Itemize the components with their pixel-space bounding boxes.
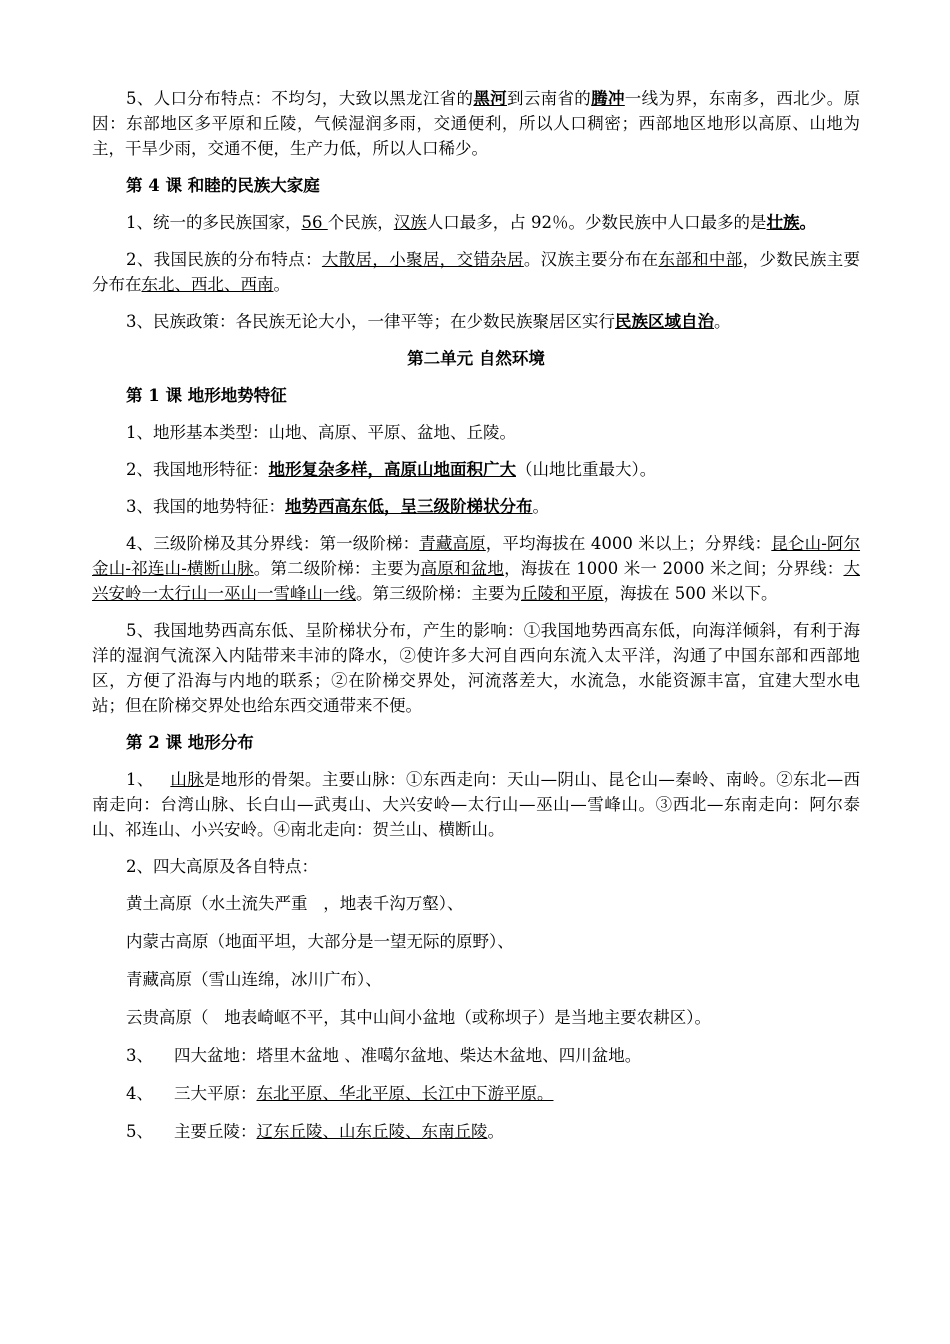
- paragraph-plains: [92, 1081, 860, 1106]
- lesson-2-heading: 第 2 课 地形分布: [126, 733, 254, 752]
- unit-2-heading: 第二单元 自然环境: [407, 349, 545, 368]
- plateau-inner-mongolia: 内蒙古高原（地面平坦，大部分是一望无际的原野）、: [126, 932, 514, 951]
- lesson-1-heading: 第 1 课 地形地势特征: [126, 386, 287, 405]
- text: 是地形的骨架。主要山脉：①东西走向：天山—阴山、昆仑山—秦岭、南岭。②东北—西南走向：台湾山脉、长白山—武夷山、大兴安岭—太行山—巫山—雪峰山。③西北—东南走向：阿尔泰山、祁连山、小兴安岭。④南北走向：贺兰山、横断山。: [92, 770, 860, 839]
- text: 。: [273, 275, 290, 294]
- keyword-qinghai-tibet: 青藏高原: [419, 534, 486, 553]
- text: （山地比重最大）。: [516, 460, 657, 479]
- keyword-east-central: 东部和中部: [658, 250, 743, 269]
- text: 。第二级阶梯：主要为: [253, 559, 421, 578]
- text: 。汉族主要分布在: [523, 250, 659, 269]
- keyword-han: 汉族: [393, 213, 427, 232]
- keyword-regions: 东北、西北、西南: [141, 275, 274, 294]
- text: 一线为界，东南多，西北少。原因：东部地区多平原和丘陵，气候湿润多雨，交通便利，所以人口稠密；西部地区地形以高原、山地为主，干旱少雨，交通不便，生产力低，所以人口稀少。: [92, 89, 861, 158]
- text: ，海拔在 500 米以下。: [603, 584, 778, 603]
- text: 2、我国民族的分布特点：: [126, 250, 322, 269]
- paragraph-ethnic-distribution: [92, 247, 860, 297]
- keyword-zhuang: 壮族: [766, 213, 800, 232]
- paragraph-plateaus-intro: 2、四大高原及各自特点：: [126, 857, 318, 876]
- text: 。: [532, 497, 549, 516]
- text: 4、 三大平原：: [126, 1084, 257, 1103]
- paragraph-mountains: [92, 767, 860, 842]
- paragraph-terrain-types: 1、地形基本类型：山地、高原、平原、盆地、丘陵。: [126, 423, 516, 442]
- paragraph-ethnic-groups: [92, 210, 860, 235]
- paragraph-basins: 3、 四大盆地：塔里木盆地 、准噶尔盆地、柴达木盆地、四川盆地。: [126, 1046, 642, 1065]
- text: 。第三级阶梯：主要为: [356, 584, 521, 603]
- keyword-plains: 东北平原、华北平原、长江中下游平原。: [256, 1084, 554, 1103]
- text: 到云南省的: [507, 89, 592, 108]
- keyword-tengchong: 腾冲: [591, 89, 625, 108]
- text: 个民族，: [327, 213, 394, 232]
- text: 人口最多，占 92％。少数民族中人口最多的是: [426, 213, 767, 232]
- text: 5、 主要丘陵：: [126, 1122, 257, 1141]
- keyword-boundary-1: 昆仑山-阿尔金山-祁连山-横断山脉: [92, 534, 861, 578]
- paragraph-terrain-features: [92, 457, 860, 482]
- paragraph-population-distribution: [92, 86, 860, 161]
- keyword-56: 56: [301, 213, 328, 232]
- document-page: [92, 86, 860, 1157]
- text: 5、人口分布特点：不均匀，大致以黑龙江省的: [126, 89, 474, 108]
- plateau-loess: 黄土高原（水土流失严重 ，地表千沟万壑）、: [126, 894, 464, 913]
- text: 。: [799, 213, 816, 232]
- text: 。: [714, 312, 731, 331]
- text: 2、我国地形特征：: [126, 460, 269, 479]
- keyword-heihe: 黑河: [473, 89, 507, 108]
- plateau-yunnan-guizhou: 云贵高原（ 地表崎岖不平，其中山间小盆地（或称坝子）是当地主要农耕区）。: [126, 1008, 711, 1027]
- text: ，少数民族主要分布在: [92, 250, 861, 294]
- paragraph-elevation-impact: 5、我国地势西高东低、呈阶梯状分布，产生的影响：①我国地势西高东低，向海洋倾斜，有利于海洋的湿润气流深入内陆带来丰沛的降水，②使许多大河自西向东流入太平洋，沟通了中国东部和西部地区，方便了沿海与内地的联系；②在阶梯交界处，河流落差大，水流急，水能资源丰富，宜建大型水电站；但在阶梯交界处也给东西交通带来不便。: [92, 621, 860, 715]
- text: 3、我国的地势特征：: [126, 497, 285, 516]
- paragraph-elevation-features: [92, 494, 860, 519]
- text: ，平均海拔在 4000 米以上；分界线：: [485, 534, 772, 553]
- text: 3、民族政策：各民族无论大小，一律平等；在少数民族聚居区实行: [126, 312, 615, 331]
- lesson-4-heading: 第 4 课 和睦的民族大家庭: [126, 176, 320, 195]
- text: 1、统一的多民族国家，: [126, 213, 302, 232]
- keyword-hills-plains: 丘陵和平原: [521, 584, 604, 603]
- paragraph-hills: [92, 1119, 860, 1144]
- text: 1、: [126, 770, 171, 789]
- keyword-terrain: 地形复杂多样，高原山地面积广大: [268, 460, 516, 479]
- plateau-qinghai-tibet: 青藏高原（雪山连绵，冰川广布）、: [126, 970, 382, 989]
- keyword-distribution: 大散居，小聚居，交错杂居: [321, 250, 524, 269]
- text: 。: [487, 1122, 504, 1141]
- paragraph-three-steps: [92, 531, 860, 606]
- keyword-elevation: 地势西高东低，呈三级阶梯状分布: [285, 497, 533, 516]
- paragraph-ethnic-policy: [92, 309, 860, 334]
- text: 4、三级阶梯及其分界线：第一级阶梯：: [126, 534, 420, 553]
- keyword-plateau-basin: 高原和盆地: [420, 559, 505, 578]
- keyword-autonomy: 民族区域自治: [615, 312, 714, 331]
- keyword-hills: 辽东丘陵、山东丘陵、东南丘陵: [256, 1122, 488, 1141]
- keyword-boundary-2: 大兴安岭一太行山一巫山一雪峰山一线: [92, 559, 860, 603]
- keyword-mountains: 山脉: [170, 770, 205, 789]
- text: ，海拔在 1000 米一 2000 米之间；分界线：: [504, 559, 844, 578]
